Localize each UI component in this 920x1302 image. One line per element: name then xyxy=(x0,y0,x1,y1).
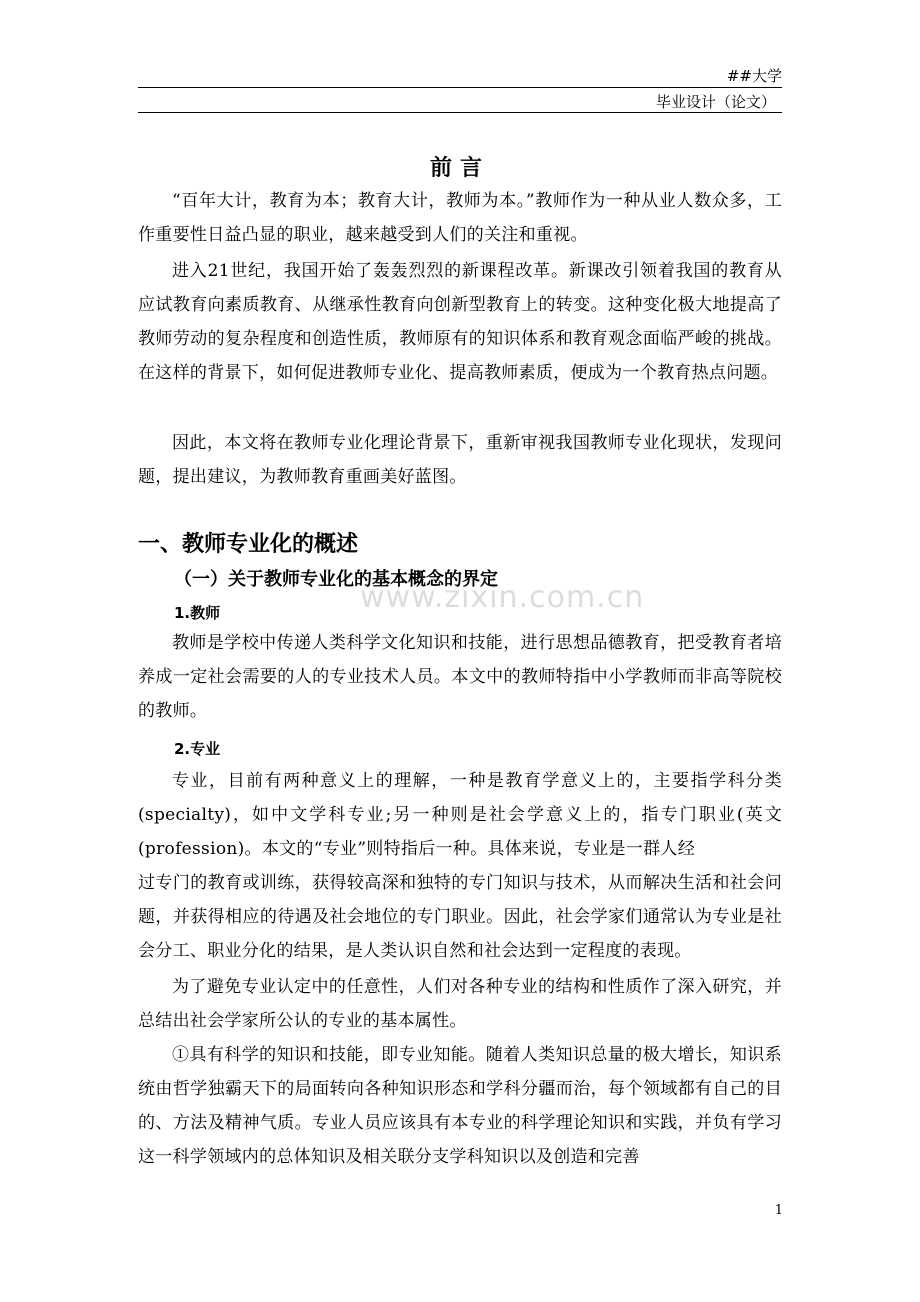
teacher-definition-paragraph: 教师是学校中传递人类科学文化知识和技能，进行思想品德教育，把受教育者培养成一定社会需要的人的专业技术人员。本文中的教师特指中小学教师而非高等院校的教师。 xyxy=(138,633,782,721)
page-number: 1 xyxy=(774,1203,783,1218)
foreword-paragraph-1: “百年大计，教育为本；教育大计，教师为本。”教师作为一种从业人数众多，工作重要性日益凸显的职业，越来越受到人们的关注和重视。 xyxy=(138,191,782,245)
header-rule-bottom xyxy=(138,112,782,113)
profession-paragraph-b: 过专门的教育或训练，获得较高深和独特的专门知识与技术，从而解决生活和社会问题，并获得相应的待遇及社会地位的专门职业。因此，社会学家们通常认为专业是社会分工、职业分化的结果，是人类认识自然和社会达到一定程度的表现。 xyxy=(138,873,782,961)
foreword-paragraph-3: 因此，本文将在教师专业化理论背景下，重新审视我国教师专业化现状，发现问题，提出建议，为教师教育重画美好蓝图。 xyxy=(138,433,782,487)
foreword-title: 前言 xyxy=(429,156,490,181)
subsection-heading-teacher: 1.教师 xyxy=(174,604,221,622)
watermark: www.zixin.com.cn xyxy=(360,580,645,615)
header-university: ##大学 xyxy=(726,67,782,85)
profession-paragraph-d: ①具有科学的知识和技能，即专业知能。随着人类知识总量的极大增长，知识系统由哲学独霸天下的局面转向各种知识形态和学科分疆而治，每个领域都有自己的目的、方法及精神气质。专业人员应该具有本专业的科学理论知识和实践，并负有学习这一科学领域内的总体知识及相关联分支学科知识以及创造和完善 xyxy=(138,1045,782,1167)
chapter-heading: 一、教师专业化的概述 xyxy=(138,532,359,557)
subsection-heading-profession: 2.专业 xyxy=(174,740,221,758)
profession-paragraph-c: 为了避免专业认定中的任意性，人们对各种专业的结构和性质作了深入研究，并总结出社会学家所公认的专业的基本属性。 xyxy=(138,977,782,1031)
foreword-paragraph-2: 进入21世纪，我国开始了轰轰烈烈的新课程改革。新课改引领着我国的教育从应试教育向素质教育、从继承性教育向创新型教育上的转变。这种变化极大地提高了教师劳动的复杂程度和创造性质，教师原有的知识体系和教育观念面临严峻的挑战。在这样的背景下，如何促进教师专业化、提高教师素质，便成为一个教育热点问题。 xyxy=(138,261,782,383)
profession-paragraph-a: 专业，目前有两种意义上的理解，一种是教育学意义上的，主要指学科分类(specialty)，如中文学科专业;另一种则是社会学意义上的，指专门职业(英文(profession)。本文的“专业”则特指后一种。具体来说，专业是一群人经 xyxy=(138,771,782,859)
header-doc-type: 毕业设计（论文） xyxy=(655,93,776,111)
section-heading: （一）关于教师专业化的基本概念的界定 xyxy=(174,569,498,590)
header-rule-top xyxy=(138,87,782,88)
